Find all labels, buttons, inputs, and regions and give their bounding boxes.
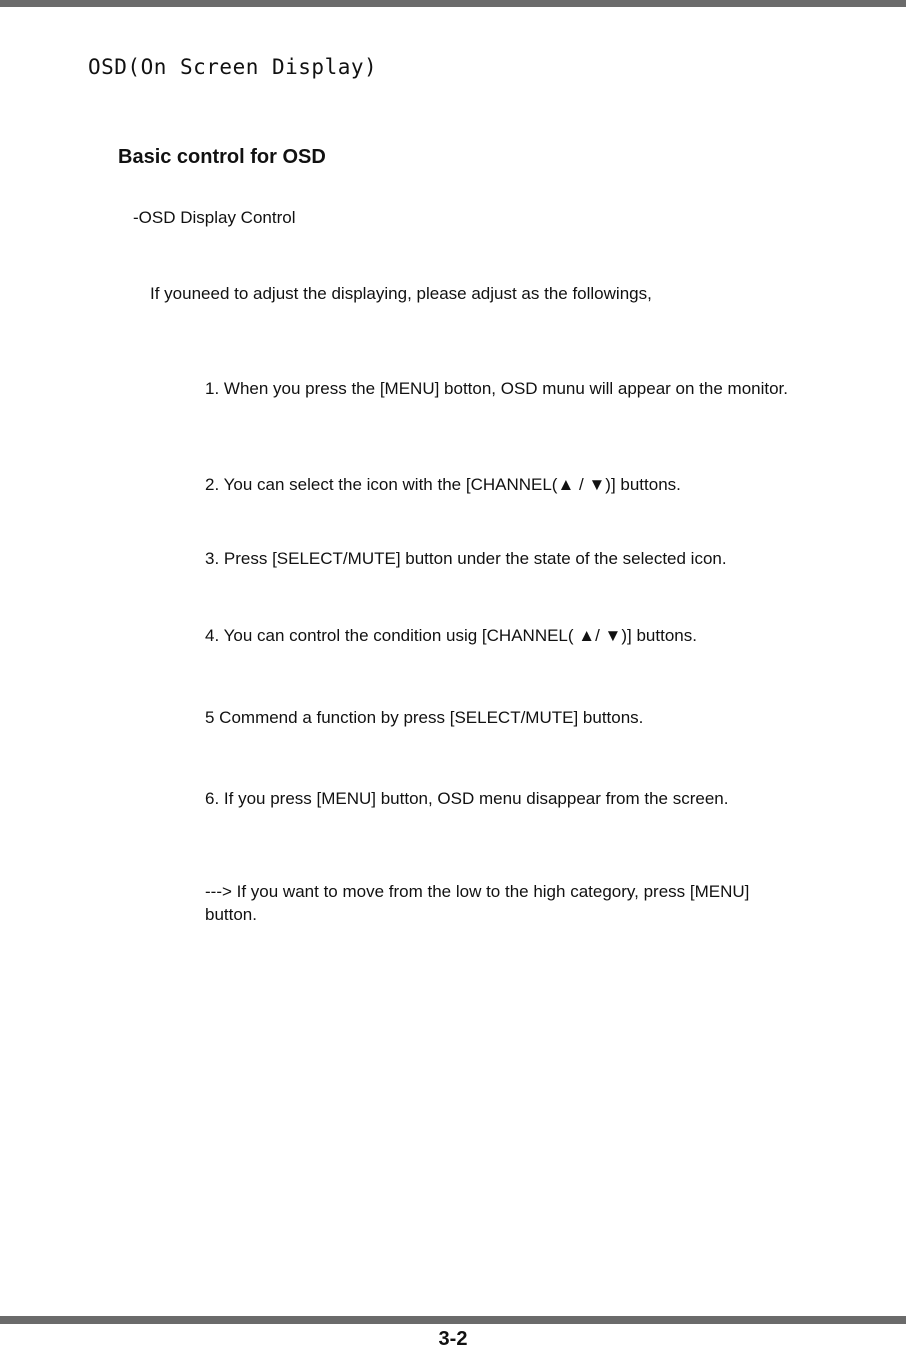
step-6: 6. If you press [MENU] button, OSD menu disappear from the screen. — [205, 789, 729, 808]
step-1: 1. When you press the [MENU] botton, OSD munu will appear on the monitor. — [205, 379, 789, 398]
top-rule — [0, 0, 906, 7]
step-4: 4. You can control the condition usig [CHANNEL( ▲/ ▼)] buttons. — [205, 626, 697, 645]
subsection-heading: -OSD Display Control — [133, 208, 296, 227]
step-3: 3. Press [SELECT/MUTE] button under the state of the selected icon. — [205, 549, 727, 568]
note-text: ---> If you want to move from the low to the high category, press [MENU] button. — [205, 882, 750, 924]
page-number: 3-2 — [438, 1328, 468, 1350]
intro-text: If youneed to adjust the displaying, please adjust as the followings, — [150, 284, 652, 303]
step-5: 5 Commend a function by press [SELECT/MUTE] buttons. — [205, 708, 644, 727]
section-heading: Basic control for OSD — [118, 146, 326, 168]
step-2: 2. You can select the icon with the [CHANNEL(▲ / ▼)] buttons. — [205, 475, 681, 494]
page-title: OSD(On Screen Display) — [88, 55, 378, 79]
bottom-rule — [0, 1316, 906, 1324]
